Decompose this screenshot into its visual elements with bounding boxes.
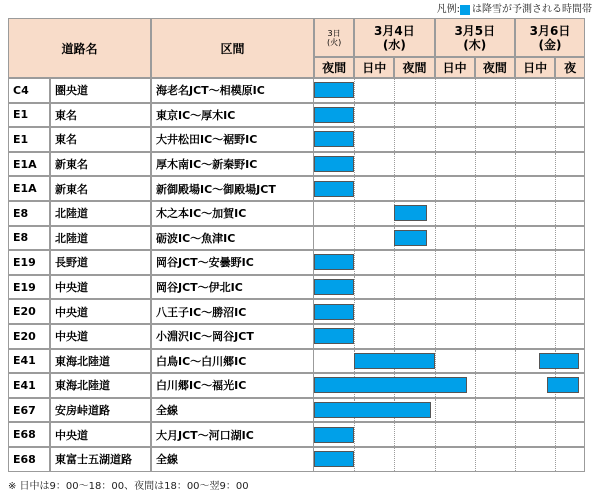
timeline-gridline	[515, 104, 516, 127]
timeline-gridline	[515, 399, 516, 422]
row-section: 岡谷JCT～伊北IC	[151, 275, 314, 300]
timeline-gridline	[354, 300, 355, 323]
timeline-gridline	[555, 79, 556, 102]
timeline-gridline	[555, 399, 556, 422]
timeline-gridline	[555, 251, 556, 274]
timeline-gridline	[515, 374, 516, 397]
legend-prefix: 凡例:	[436, 4, 460, 15]
timeline-gridline	[435, 153, 436, 176]
row-route-code: E41	[8, 373, 50, 398]
timeline-gridline	[354, 153, 355, 176]
row-timeline	[314, 299, 585, 324]
timeline-gridline	[394, 177, 395, 200]
row-road-name: 東富士五湖道路	[50, 447, 151, 472]
row-timeline	[314, 176, 585, 201]
row-route-code: E68	[8, 447, 50, 472]
row-section: 大井松田IC～裾野IC	[151, 127, 314, 152]
row-road-name: 東海北陸道	[50, 373, 151, 398]
row-section: 東京IC～厚木IC	[151, 103, 314, 128]
timeline-gridline	[515, 276, 516, 299]
timeline-gridline	[354, 251, 355, 274]
timeline-gridline	[475, 128, 476, 151]
header-day-4	[354, 18, 434, 57]
row-route-code: C4	[8, 78, 50, 103]
snow-period-bar	[394, 205, 426, 221]
row-section: 白鳥IC～白川郷IC	[151, 349, 314, 374]
timeline-gridline	[515, 79, 516, 102]
row-road-name: 東名	[50, 103, 151, 128]
header-day-5-date: 3月5日	[454, 23, 496, 38]
header-day-6	[515, 18, 585, 57]
header-day-5	[435, 18, 515, 57]
snow-period-bar	[314, 451, 354, 467]
timeline-gridline	[354, 276, 355, 299]
timeline-gridline	[354, 202, 355, 225]
header-day-3	[314, 18, 354, 57]
row-route-code: E68	[8, 422, 50, 447]
row-route-code: E19	[8, 275, 50, 300]
timeline-gridline	[435, 227, 436, 250]
snow-period-bar	[314, 427, 354, 443]
snow-period-bar	[394, 230, 426, 246]
timeline-gridline	[435, 251, 436, 274]
row-timeline	[314, 250, 585, 275]
timeline-gridline	[435, 300, 436, 323]
timeline-gridline	[354, 448, 355, 471]
header-day-6-weekday: (金)	[538, 37, 562, 52]
snow-period-bar	[314, 156, 354, 172]
row-route-code: E1	[8, 127, 50, 152]
row-road-name: 中央道	[50, 324, 151, 349]
row-section: 海老名JCT～相模原IC	[151, 78, 314, 103]
header-slot-day: 日中	[354, 57, 394, 78]
timeline-gridline	[515, 423, 516, 446]
header-slot-night: 夜間	[394, 57, 434, 78]
snow-period-bar	[314, 328, 354, 344]
timeline-gridline	[394, 448, 395, 471]
row-section: 大月JCT～河口湖IC	[151, 422, 314, 447]
timeline-gridline	[515, 251, 516, 274]
row-route-code: E41	[8, 349, 50, 374]
timeline-gridline	[515, 300, 516, 323]
timeline-gridline	[435, 399, 436, 422]
row-timeline	[314, 78, 585, 103]
timeline-gridline	[354, 325, 355, 348]
row-section: 厚木南IC～新秦野IC	[151, 152, 314, 177]
row-route-code: E1A	[8, 176, 50, 201]
snow-period-bar	[539, 353, 579, 369]
timeline-gridline	[394, 251, 395, 274]
row-route-code: E8	[8, 226, 50, 251]
timeline-gridline	[354, 104, 355, 127]
timeline-gridline	[435, 325, 436, 348]
row-route-code: E20	[8, 324, 50, 349]
timeline-gridline	[515, 177, 516, 200]
row-road-name: 安房峠道路	[50, 398, 151, 423]
row-section: 小淵沢IC～岡谷JCT	[151, 324, 314, 349]
timeline-gridline	[475, 104, 476, 127]
timeline-gridline	[394, 153, 395, 176]
timeline-gridline	[435, 202, 436, 225]
timeline-gridline	[475, 300, 476, 323]
timeline-gridline	[515, 325, 516, 348]
timeline-gridline	[475, 153, 476, 176]
snow-period-bar	[314, 107, 354, 123]
row-timeline	[314, 447, 585, 472]
timeline-gridline	[555, 104, 556, 127]
snow-period-bar	[354, 353, 434, 369]
timeline-gridline	[435, 423, 436, 446]
timeline-gridline	[555, 177, 556, 200]
snow-period-bar	[314, 131, 354, 147]
row-section: 全線	[151, 398, 314, 423]
timeline-gridline	[555, 300, 556, 323]
timeline-gridline	[394, 128, 395, 151]
timeline-gridline	[555, 448, 556, 471]
snow-period-bar	[314, 181, 354, 197]
footnote: ※ 日中は9：00～18：00、夜間は18：00～翌9：00	[8, 481, 249, 492]
row-route-code: E1A	[8, 152, 50, 177]
row-road-name: 北陸道	[50, 226, 151, 251]
timeline-gridline	[475, 374, 476, 397]
timeline-gridline	[394, 79, 395, 102]
row-route-code: E8	[8, 201, 50, 226]
row-timeline	[314, 226, 585, 251]
row-road-name: 長野道	[50, 250, 151, 275]
snow-period-bar	[314, 402, 431, 418]
timeline-gridline	[555, 128, 556, 151]
header-slot-night: 夜間	[314, 57, 354, 78]
timeline-gridline	[475, 79, 476, 102]
row-road-name: 新東名	[50, 152, 151, 177]
timeline-gridline	[475, 350, 476, 373]
timeline-gridline	[435, 177, 436, 200]
timeline-gridline	[555, 325, 556, 348]
snow-forecast-schedule	[8, 18, 585, 472]
row-timeline	[314, 275, 585, 300]
row-timeline	[314, 373, 585, 398]
row-section: 八王子IC～勝沼IC	[151, 299, 314, 324]
timeline-gridline	[475, 276, 476, 299]
legend-swatch	[460, 5, 470, 15]
timeline-gridline	[475, 251, 476, 274]
timeline-gridline	[555, 202, 556, 225]
snow-period-bar	[314, 254, 354, 270]
header-road-name: 道路名	[8, 18, 151, 78]
header-day-6-date: 3月6日	[529, 23, 571, 38]
timeline-gridline	[515, 202, 516, 225]
timeline-gridline	[354, 79, 355, 102]
header-day-3-date: 3日	[327, 28, 341, 38]
timeline-gridline	[394, 104, 395, 127]
row-road-name: 東名	[50, 127, 151, 152]
timeline-gridline	[475, 177, 476, 200]
row-timeline	[314, 422, 585, 447]
row-road-name: 中央道	[50, 275, 151, 300]
timeline-gridline	[354, 423, 355, 446]
header-slot-night: 夜	[555, 57, 585, 78]
timeline-gridline	[515, 448, 516, 471]
timeline-gridline	[435, 350, 436, 373]
row-road-name: 北陸道	[50, 201, 151, 226]
row-timeline	[314, 201, 585, 226]
row-timeline	[314, 127, 585, 152]
snow-period-bar	[547, 377, 579, 393]
snow-period-bar	[314, 304, 354, 320]
timeline-gridline	[435, 276, 436, 299]
timeline-gridline	[435, 128, 436, 151]
timeline-gridline	[435, 79, 436, 102]
timeline-gridline	[394, 423, 395, 446]
header-section: 区間	[151, 18, 314, 78]
timeline-gridline	[354, 177, 355, 200]
timeline-gridline	[435, 104, 436, 127]
timeline-gridline	[394, 276, 395, 299]
timeline-gridline	[515, 153, 516, 176]
timeline-gridline	[515, 350, 516, 373]
timeline-gridline	[475, 325, 476, 348]
header-slot-day: 日中	[515, 57, 555, 78]
row-section: 白川郷IC～福光IC	[151, 373, 314, 398]
row-road-name: 中央道	[50, 299, 151, 324]
row-route-code: E19	[8, 250, 50, 275]
timeline-gridline	[354, 128, 355, 151]
row-section: 新御殿場IC～御殿場JCT	[151, 176, 314, 201]
header-day-3-weekday: (火)	[326, 37, 342, 47]
snow-period-bar	[314, 279, 354, 295]
header-day-4-date: 3月4日	[374, 23, 415, 38]
timeline-gridline	[515, 227, 516, 250]
row-route-code: E1	[8, 103, 50, 128]
timeline-gridline	[555, 423, 556, 446]
row-section: 木之本IC～加賀IC	[151, 201, 314, 226]
timeline-gridline	[354, 227, 355, 250]
timeline-gridline	[394, 325, 395, 348]
timeline-gridline	[475, 399, 476, 422]
timeline-gridline	[555, 227, 556, 250]
row-timeline	[314, 324, 585, 349]
row-road-name: 新東名	[50, 176, 151, 201]
row-timeline	[314, 398, 585, 423]
timeline-gridline	[475, 202, 476, 225]
row-route-code: E67	[8, 398, 50, 423]
snow-period-bar	[314, 377, 467, 393]
timeline-gridline	[475, 227, 476, 250]
row-timeline	[314, 152, 585, 177]
timeline-gridline	[475, 423, 476, 446]
header-day-4-weekday: (水)	[382, 37, 406, 52]
timeline-gridline	[555, 153, 556, 176]
row-route-code: E20	[8, 299, 50, 324]
row-timeline	[314, 103, 585, 128]
row-timeline	[314, 349, 585, 374]
row-section: 砺波IC～魚津IC	[151, 226, 314, 251]
snow-period-bar	[314, 82, 354, 98]
row-road-name: 中央道	[50, 422, 151, 447]
timeline-gridline	[475, 448, 476, 471]
timeline-gridline	[435, 448, 436, 471]
row-section: 全線	[151, 447, 314, 472]
timeline-gridline	[515, 128, 516, 151]
header-slot-day: 日中	[435, 57, 475, 78]
header-slot-night: 夜間	[475, 57, 515, 78]
row-road-name: 圏央道	[50, 78, 151, 103]
timeline-gridline	[394, 300, 395, 323]
row-section: 岡谷JCT～安曇野IC	[151, 250, 314, 275]
timeline-gridline	[555, 276, 556, 299]
row-road-name: 東海北陸道	[50, 349, 151, 374]
legend	[437, 3, 592, 17]
legend-text: は降雪が予測される時間帯	[472, 4, 592, 15]
header-day-5-weekday: (木)	[463, 37, 487, 52]
